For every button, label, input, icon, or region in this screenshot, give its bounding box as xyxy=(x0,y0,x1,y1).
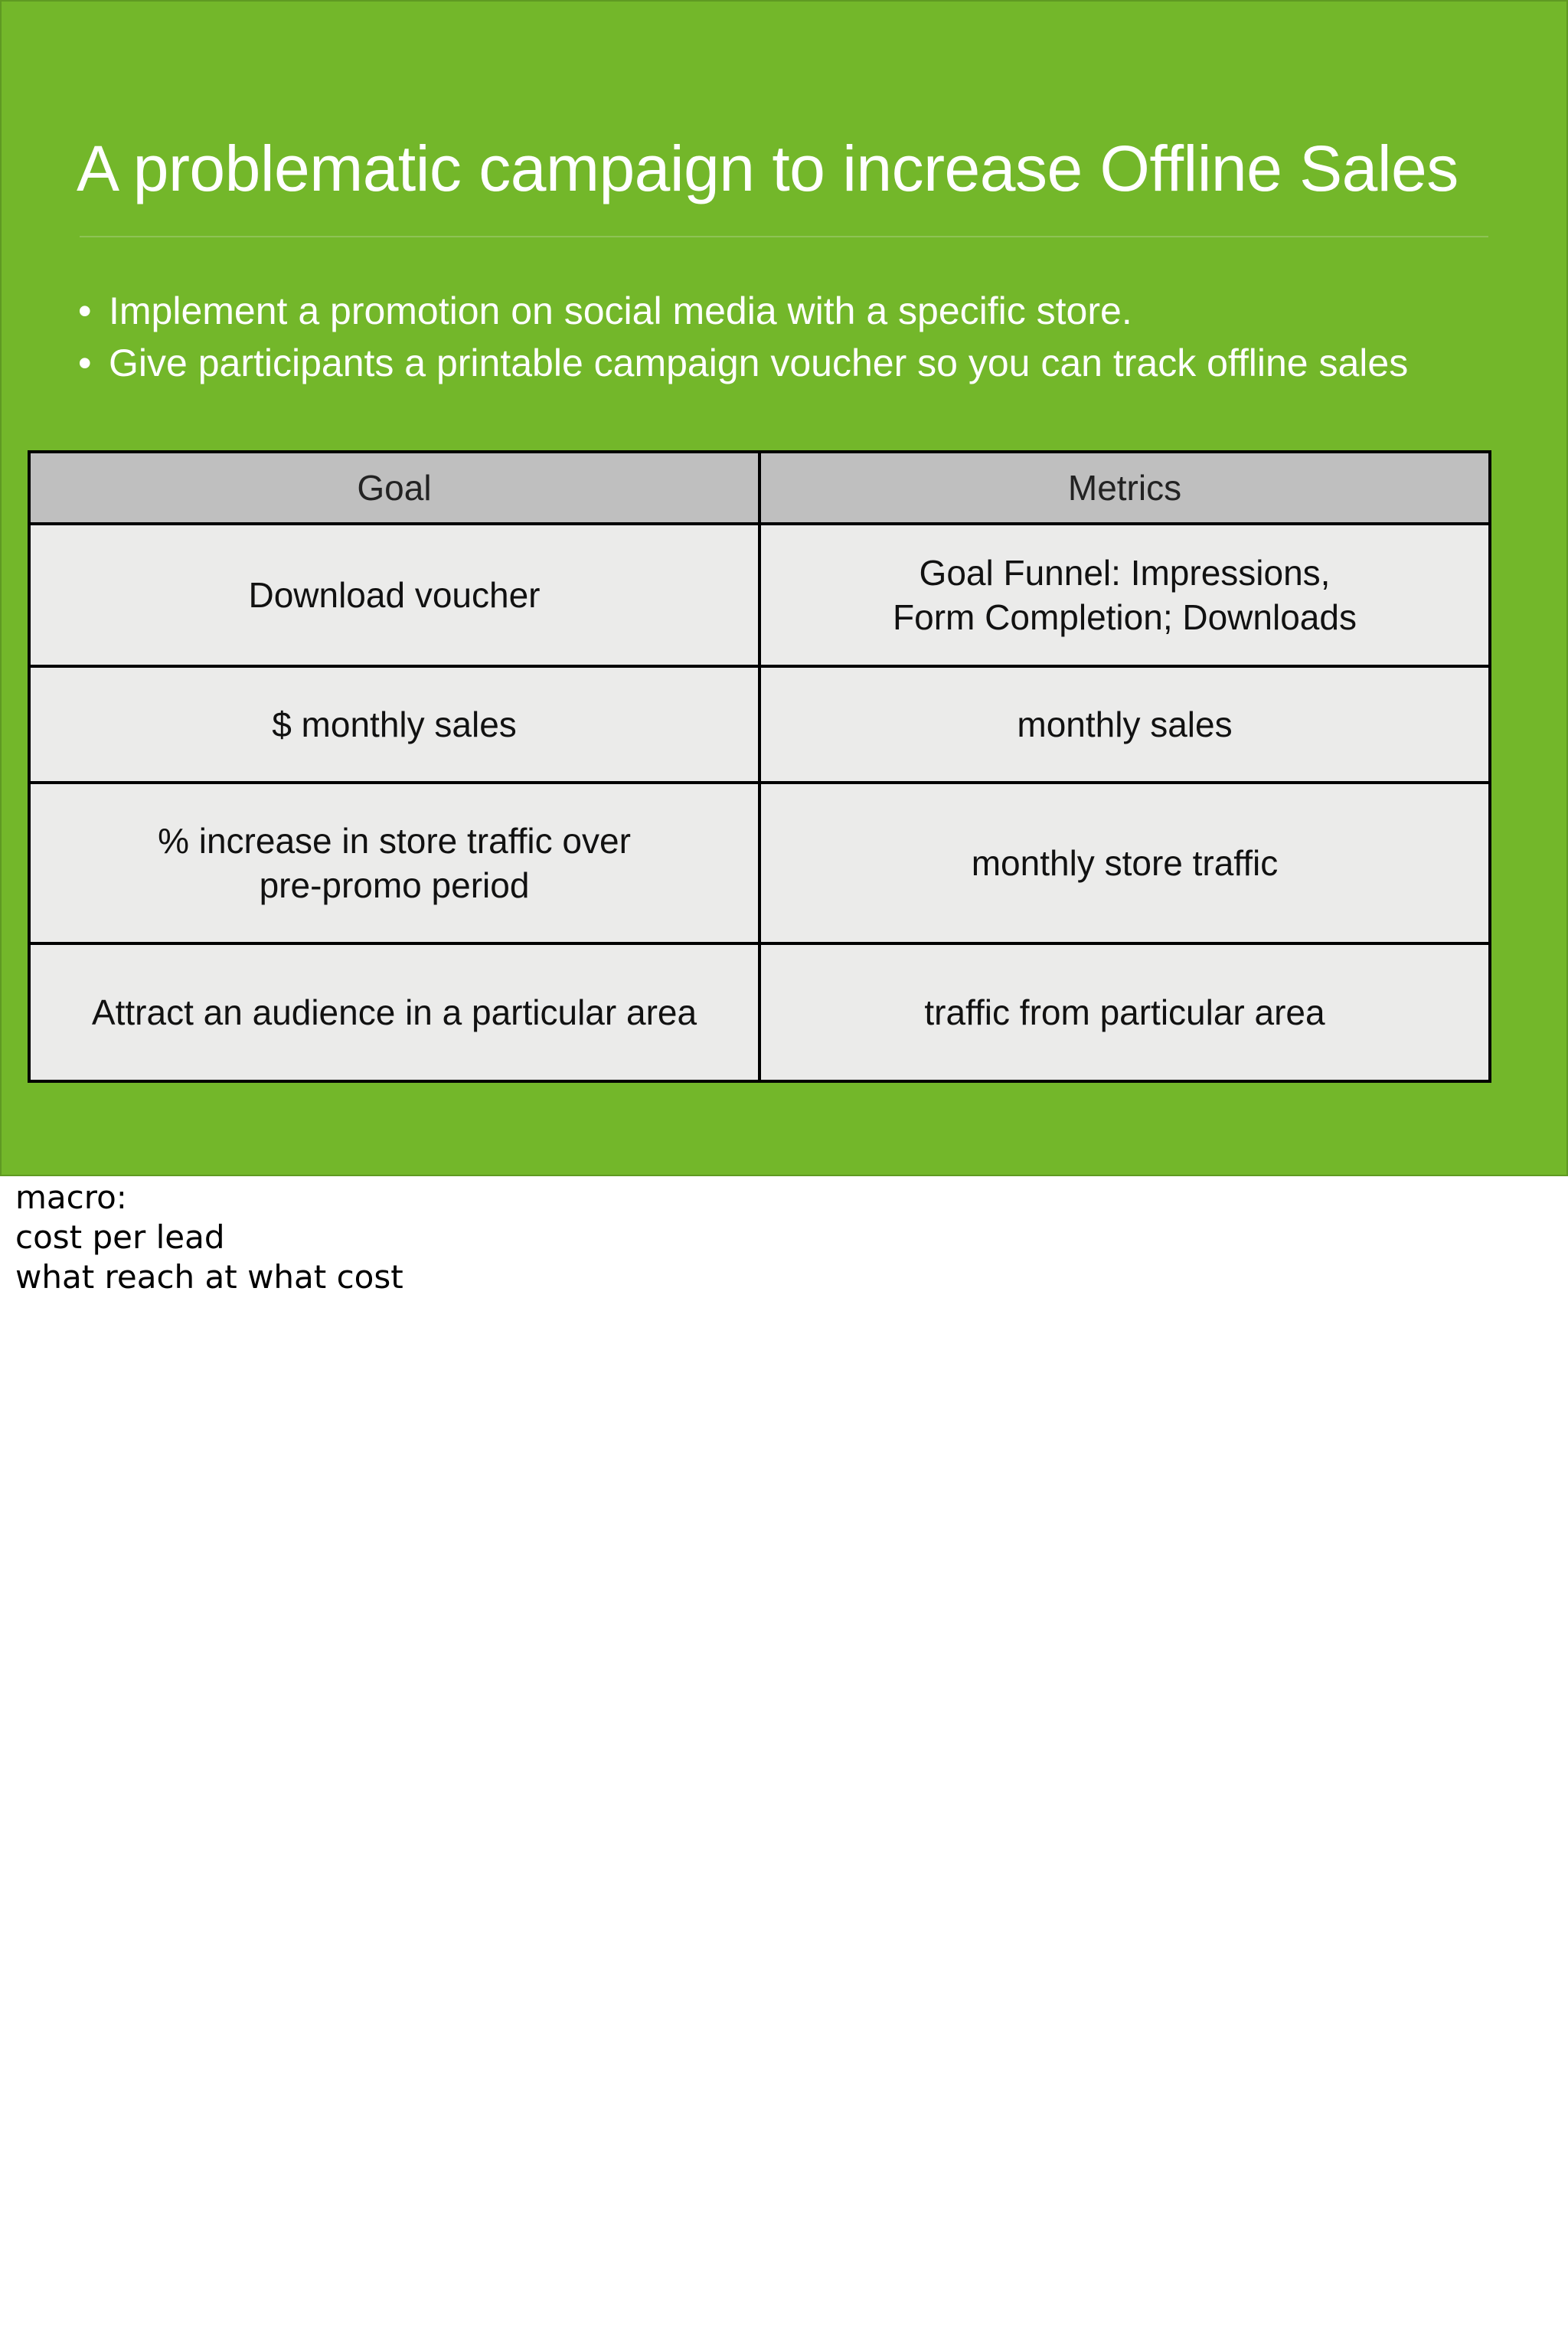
metrics-cell xyxy=(760,666,1490,783)
goal-text: Download voucher xyxy=(248,575,541,615)
goal-cell xyxy=(29,524,760,666)
notes-line: what reach at what cost xyxy=(15,1258,403,1296)
bullet-dot: • xyxy=(78,342,92,384)
metrics-cell xyxy=(760,524,1490,666)
notes-line: macro: xyxy=(15,1179,127,1216)
metrics-text: Goal Funnel: Impressions, xyxy=(919,553,1331,593)
metrics-cell xyxy=(760,783,1490,943)
goal-cell xyxy=(29,666,760,783)
bullet-item xyxy=(78,285,1533,337)
goal-cell xyxy=(29,783,760,943)
speaker-notes xyxy=(15,1178,403,1297)
table-row xyxy=(29,524,1490,666)
slide-title: A problematic campaign to increase Offline Sales xyxy=(77,132,1459,204)
bullet-text: Implement a promotion on social media with a specific store. xyxy=(109,289,1132,332)
metrics-text: traffic from particular area xyxy=(924,992,1325,1032)
table-row xyxy=(29,666,1490,783)
metrics-text: Form Completion; Downloads xyxy=(893,597,1357,637)
header-metrics: Metrics xyxy=(760,452,1490,524)
bullet-text: Give participants a printable campaign voucher so you can track offline sales xyxy=(109,342,1409,384)
bullet-item xyxy=(78,337,1533,389)
metrics-text: monthly store traffic xyxy=(971,843,1279,883)
metrics-cell xyxy=(760,943,1490,1081)
bullet-list xyxy=(78,285,1533,389)
goals-metrics-table xyxy=(28,450,1491,1083)
goal-text: $ monthly sales xyxy=(272,705,517,744)
header-goal: Goal xyxy=(29,452,760,524)
goal-cell xyxy=(29,943,760,1081)
title-divider xyxy=(80,236,1488,237)
table-header-row xyxy=(29,452,1490,524)
goal-text: Attract an audience in a particular area xyxy=(91,992,697,1032)
table-row xyxy=(29,943,1490,1081)
goal-text: pre-promo period xyxy=(259,865,530,905)
metrics-text: monthly sales xyxy=(1017,705,1233,744)
table-row xyxy=(29,783,1490,943)
bullet-dot: • xyxy=(78,289,92,332)
notes-line: cost per lead xyxy=(15,1218,225,1256)
goal-text: % increase in store traffic over xyxy=(158,821,631,861)
